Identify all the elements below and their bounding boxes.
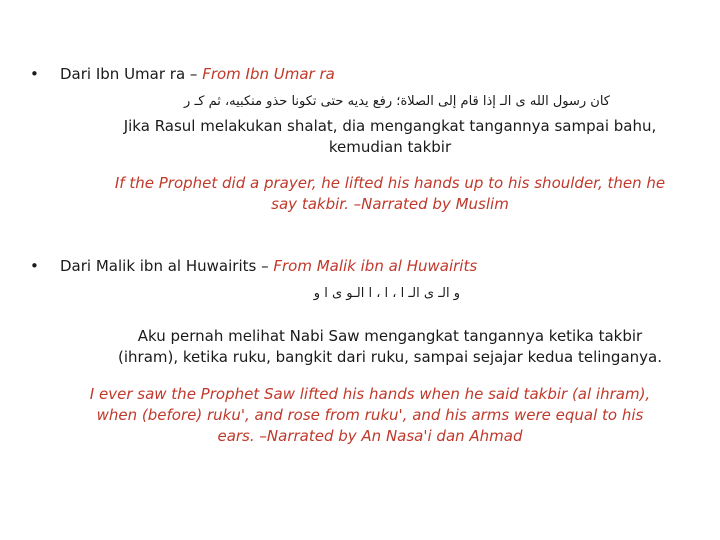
hadith-2-source-en: From Malik ibn al Huwairits: [273, 257, 478, 275]
hadith-2-english: [30, 384, 710, 447]
hadith-1-arabic: كان رسول الله ى الـ إذا قام إلى الصلاة؛ رفع يديه حتى تكونا حذو منكبيه، ثم كـ ر: [184, 94, 610, 109]
hadith-2-dash: –: [256, 257, 274, 275]
hadith-2-english-line-1: I ever saw the Prophet Saw lifted his hands when he said takbir (al ihram),: [89, 385, 651, 403]
hadith-2-english-line-2: when (before) ruku', and rose from ruku', and his arms were equal to his: [96, 406, 644, 424]
hadith-1-dash: –: [185, 65, 203, 83]
hadith-2-indonesian-line-1: Aku pernah melihat Nabi Saw mengangkat tangannya ketika takbir: [137, 327, 643, 345]
hadith-2-indonesian-line-2: (ihram), ketika ruku, bangkit dari ruku, sampai sejajar kedua telinganya.: [118, 348, 662, 366]
hadith-1-english-line-2: say takbir. –Narrated by Muslim: [271, 195, 509, 213]
hadith-2-arabic: و الـ ى الـ ا ، ا ، ا الـو ى ا و: [313, 286, 460, 301]
hadith-2-source-id: Dari Malik ibn al Huwairits: [60, 257, 257, 275]
hadith-2-source: [30, 256, 477, 276]
hadith-1-indonesian-line-2: kemudian takbir: [328, 138, 452, 156]
hadith-1-source: [30, 64, 335, 84]
hadith-1-indonesian: [60, 116, 720, 158]
hadith-1-english: [60, 173, 720, 215]
bullet-icon: •: [30, 257, 39, 275]
hadith-1-indonesian-line-1: Jika Rasul melakukan shalat, dia mengangkat tangannya sampai bahu,: [123, 117, 657, 135]
hadith-1-source-id: Dari Ibn Umar ra: [60, 65, 186, 83]
bullet-icon: •: [30, 65, 39, 83]
hadith-1-english-line-1: If the Prophet did a prayer, he lifted his hands up to his shoulder, then he: [114, 174, 666, 192]
hadith-1-source-en: From Ibn Umar ra: [202, 65, 335, 83]
hadith-2-indonesian: [50, 326, 720, 368]
hadith-2-english-line-3: ears. –Narrated by An Nasa'i dan Ahmad: [217, 427, 523, 445]
